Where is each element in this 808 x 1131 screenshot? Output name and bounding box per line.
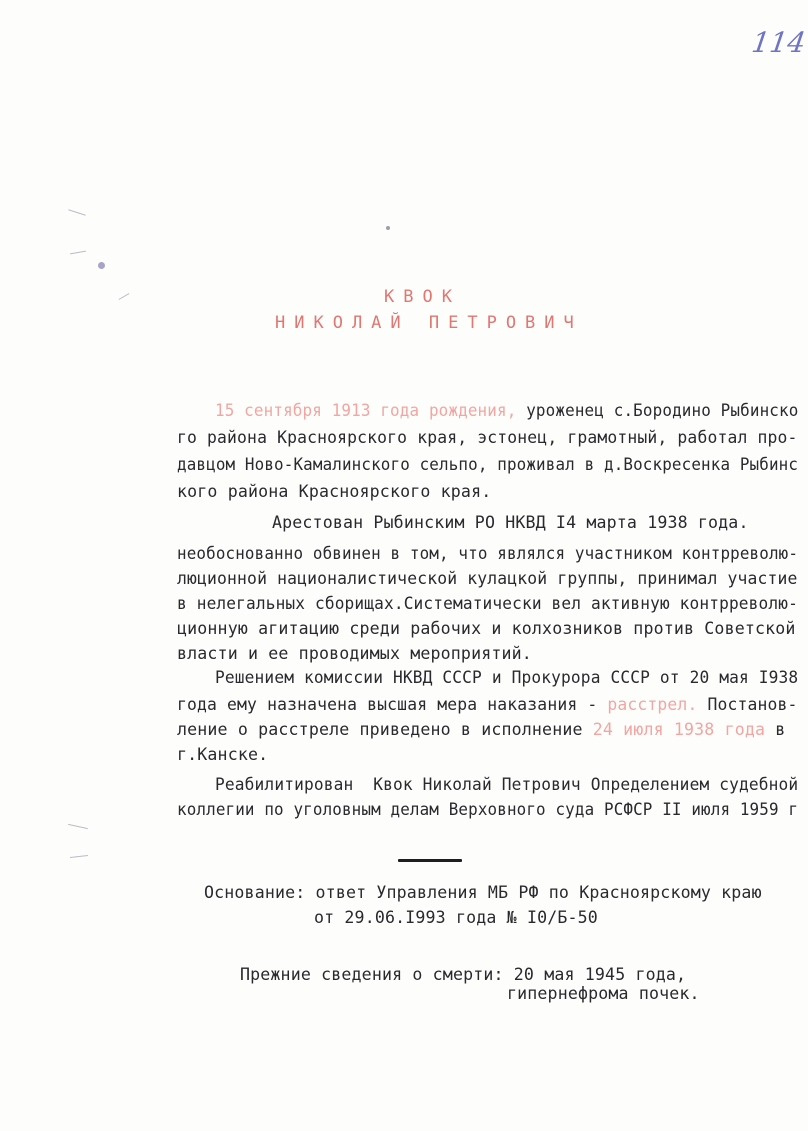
decision-line-4: г.Канске. <box>177 745 269 764</box>
scan-mark <box>119 293 130 300</box>
decision-line-3: ление о расстреле приведено в исполнение 24 июля 1938 года в <box>177 720 786 739</box>
execution-word: расстрел. <box>607 695 698 714</box>
scan-mark <box>70 855 88 858</box>
accusation-line: власти и ее проводимых мероприятий. <box>177 644 532 663</box>
decision-line-2: года ему назначена высшая мера наказания - расстрел. Постанов- <box>177 695 798 714</box>
rehab-line-1: Реабилитирован Квок Николай Петрович Определением судебной <box>215 775 799 794</box>
prior-death-line-2: гипернефрома почек. <box>507 984 700 1003</box>
birth-line-1: 15 сентября 1913 года рождения, уроженец с.Бородино Рыбинско <box>215 401 799 420</box>
accusation-line: ционную агитацию среди рабочих и колхозников против Советской <box>177 619 796 638</box>
execution-date: 24 июля 1938 года <box>592 720 766 739</box>
scan-mark <box>70 251 86 255</box>
page-number: 114 <box>749 26 808 59</box>
birth-line-2: го района Красноярского края, эстонец, грамотный, работал про- <box>177 428 798 447</box>
accusation-line: необоснованно обвинен в том, что являлся участником контрреволю- <box>177 544 799 563</box>
birth-line-4: кого района Красноярского края. <box>177 482 492 501</box>
person-name: НИКОЛАЙ ПЕТРОВИЧ <box>275 313 583 333</box>
decision-line-1: Решением комиссии НКВД СССР и Прокурора СССР от 20 мая I938 <box>215 668 799 687</box>
scan-mark <box>386 226 390 230</box>
separator-rule <box>398 859 462 862</box>
scan-mark <box>68 209 85 216</box>
accusation-line: люционной националистической кулацкой группы, принимал участие <box>177 569 798 588</box>
birth-line-3: давцом Ново-Камалинского сельпо, проживал в д.Воскресенка Рыбинс <box>177 455 799 474</box>
prior-death-line-1: Прежние сведения о смерти: 20 мая 1945 года, <box>240 965 687 984</box>
accusation-line: в нелегальных сборищах.Систематически вел активную контрреволю- <box>177 594 798 613</box>
scan-mark <box>68 824 88 829</box>
person-surname: КВОК <box>384 287 461 307</box>
arrest-line: Арестован Рыбинским РО НКВД I4 марта 1938 года. <box>272 513 749 532</box>
basis-line-2: от 29.06.I993 года № I0/Б-50 <box>314 908 598 927</box>
birth-date: 15 сентября 1913 года рождения, <box>215 401 517 420</box>
rehab-line-2: коллегии по уголовным делам Верховного суда РСФСР II июля 1959 г <box>177 800 799 819</box>
basis-line-1: Основание: ответ Управления МБ РФ по Красноярскому краю <box>204 883 762 902</box>
scan-mark <box>98 262 105 269</box>
